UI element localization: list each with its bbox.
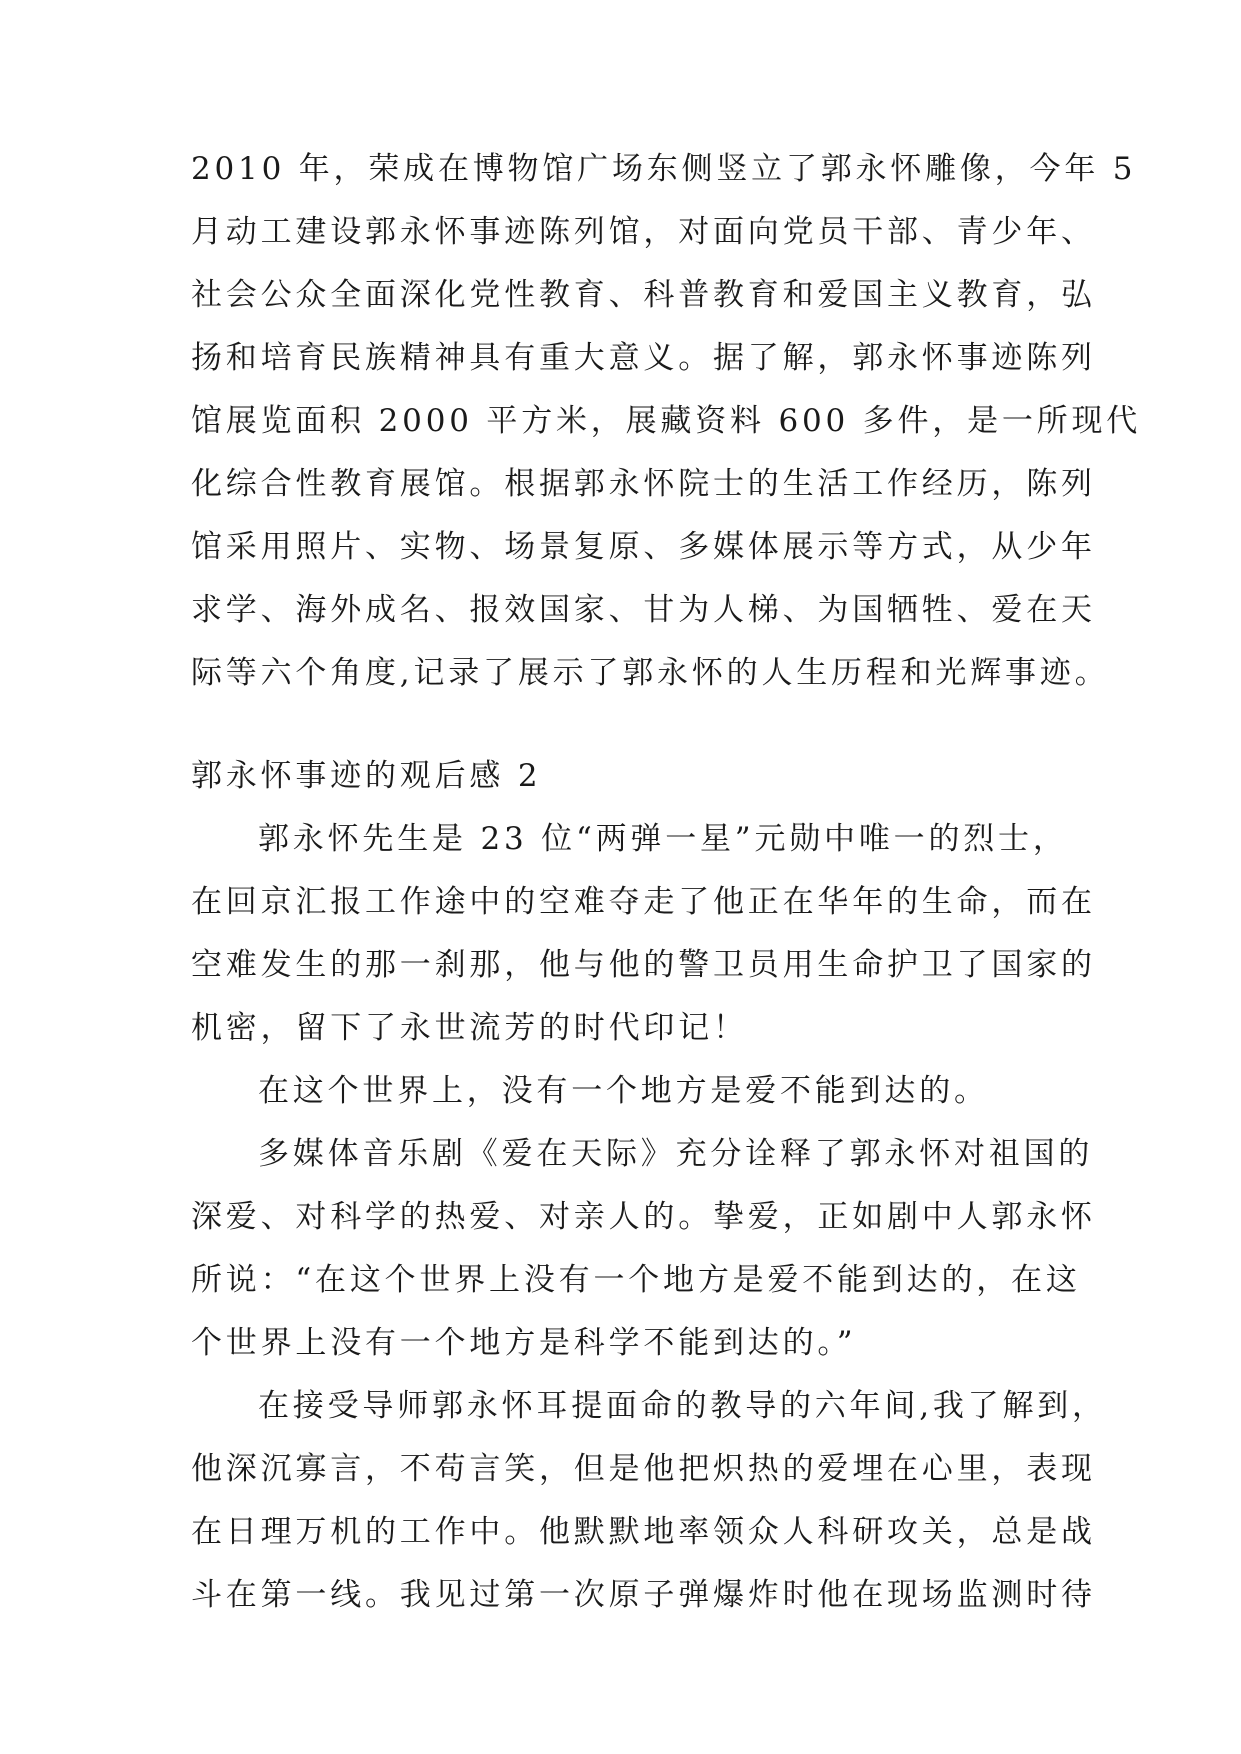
text-line: 馆采用照片、实物、场景复原、多媒体展示等方式，从少年 <box>191 529 1096 565</box>
text-line: 在这个世界上，没有一个地方是爱不能到达的。 <box>258 1073 989 1109</box>
text-line: 在回京汇报工作途中的空难夺走了他正在华年的生命，而在 <box>191 884 1096 920</box>
text-line: 月动工建设郭永怀事迹陈列馆，对面向党员干部、青少年、 <box>191 214 1096 250</box>
text-line: 深爱、对科学的热爱、对亲人的。挚爱，正如剧中人郭永怀 <box>191 1199 1096 1235</box>
text-line: 他深沉寡言，不苟言笑，但是他把炽热的爱埋在心里，表现 <box>191 1451 1096 1487</box>
text-line: 化综合性教育展馆。根据郭永怀院士的生活工作经历，陈列 <box>191 466 1096 502</box>
text-line: 馆展览面积 2000 平方米，展藏资料 600 多件，是一所现代 <box>191 403 1142 439</box>
text-line: 郭永怀先生是 23 位“两弹一星”元勋中唯一的烈士， <box>258 821 1068 857</box>
text-line: 在日理万机的工作中。他默默地率领众人科研攻关，总是战 <box>191 1514 1096 1550</box>
text-line: 在接受导师郭永怀耳提面命的教导的六年间,我了解到， <box>258 1388 1107 1424</box>
text-line: 个世界上没有一个地方是科学不能到达的。” <box>191 1325 857 1361</box>
text-line: 2010 年，荣成在博物馆广场东侧竖立了郭永怀雕像，今年 5 <box>191 151 1137 187</box>
text-line: 斗在第一线。我见过第一次原子弹爆炸时他在现场监测时待 <box>191 1577 1096 1613</box>
text-line: 机密，留下了永世流芳的时代印记！ <box>191 1010 748 1046</box>
text-line: 社会公众全面深化党性教育、科普教育和爱国主义教育，弘 <box>191 277 1096 313</box>
text-line: 求学、海外成名、报效国家、甘为人梯、为国牺牲、爱在天 <box>191 592 1096 628</box>
text-line: 际等六个角度,记录了展示了郭永怀的人生历程和光辉事迹。 <box>191 655 1110 691</box>
text-line: 多媒体音乐剧《爱在天际》充分诠释了郭永怀对祖国的 <box>258 1136 1094 1172</box>
text-line: 空难发生的那一刹那，他与他的警卫员用生命护卫了国家的 <box>191 947 1096 983</box>
text-line: 所说：“在这个世界上没有一个地方是爱不能到达的，在这 <box>191 1262 1081 1298</box>
text-line: 扬和培育民族精神具有重大意义。据了解，郭永怀事迹陈列 <box>191 340 1096 376</box>
section-heading: 郭永怀事迹的观后感 2 <box>191 758 542 794</box>
